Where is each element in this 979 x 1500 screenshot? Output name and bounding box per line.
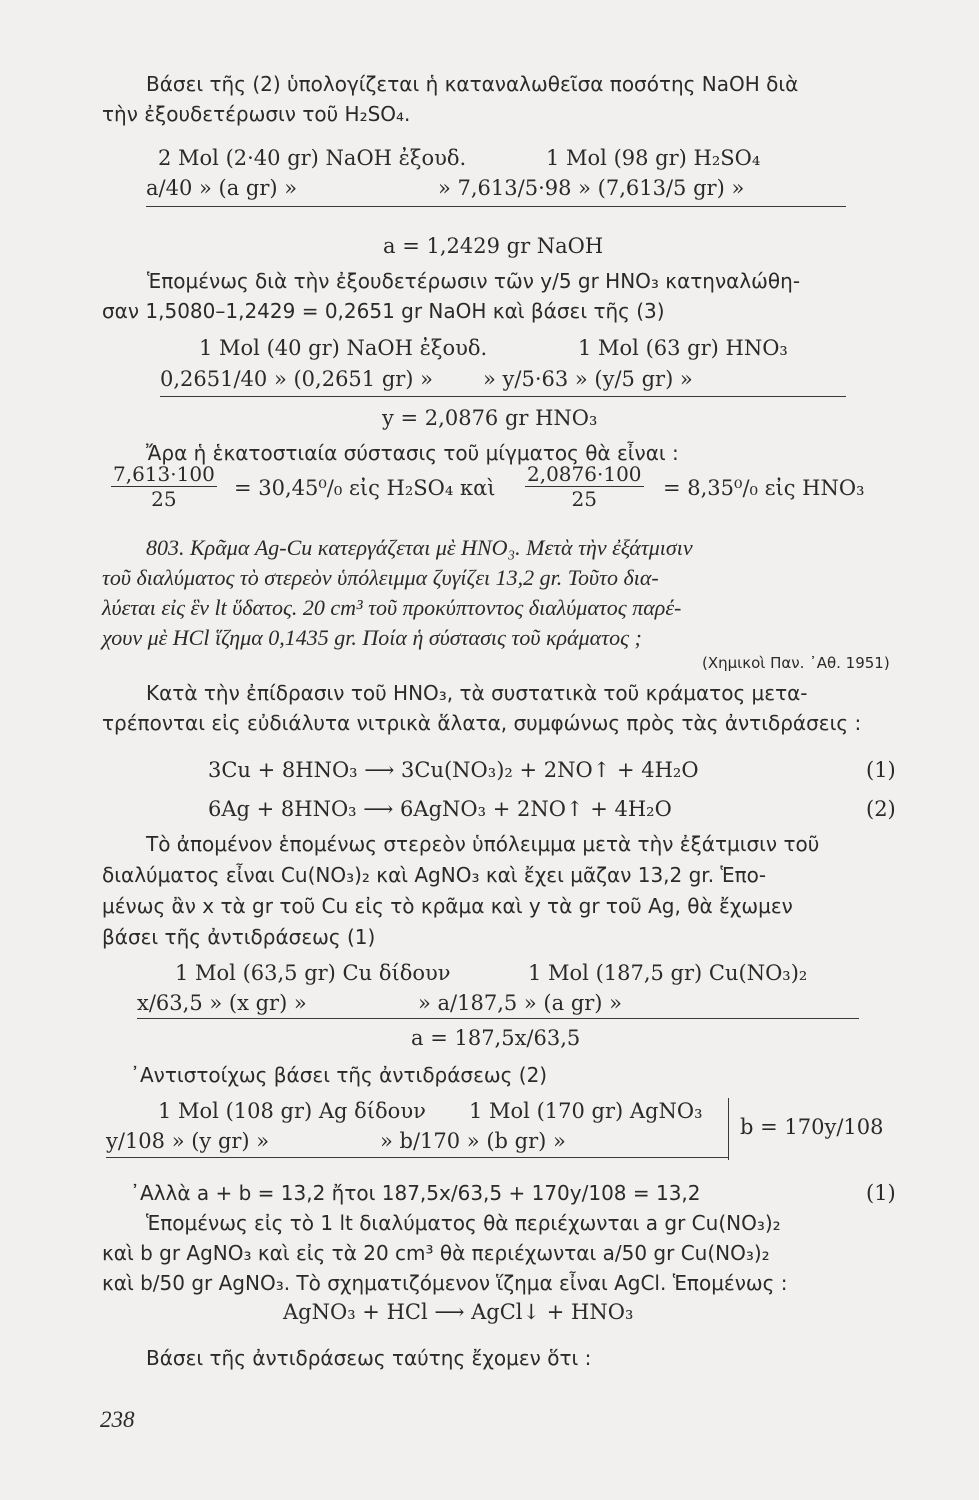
fraction-result: = 30,45⁰/₀ εἰς H₂SO₄ καὶ xyxy=(234,476,496,500)
stoich-line: 2 Mol (2·40 gr) NaOH ἐξουδ. xyxy=(158,146,467,170)
result-line: a = 1,2429 gr NaOH xyxy=(383,234,604,258)
divider-rule xyxy=(106,1157,728,1158)
stoich-line: 1 Mol (63 gr) HNO₃ xyxy=(578,336,788,360)
fraction-result: = 8,35⁰/₀ εἰς HNO₃ xyxy=(663,476,865,500)
result-line: b = 170y/108 xyxy=(740,1115,884,1139)
text-line: Βάσει τῆς (2) ὑπολογίζεται ἡ καταναλωθεῖσα ποσότης NaOH διὰ xyxy=(146,72,799,96)
stoich-line: 1 Mol (98 gr) H₂SO₄ xyxy=(546,146,761,170)
result-line: a = 187,5x/63,5 xyxy=(411,1026,581,1050)
text-line: σαν 1,5080–1,2429 = 0,2651 gr NaOH καὶ βάσει τῆς (3) xyxy=(102,299,665,323)
text-line: ᾿Αντιστοίχως βάσει τῆς ἀντιδράσεως (2) xyxy=(130,1063,548,1087)
text-line: βάσει τῆς ἀντιδράσεως (1) xyxy=(102,925,376,949)
fraction-denominator: 25 xyxy=(571,487,597,511)
page-number: 238 xyxy=(100,1407,135,1432)
stoich-line: » b/170 » (b gr) » xyxy=(380,1129,566,1153)
text-line: ᾿Αλλὰ a + b = 13,2 ἤτοι 187,5x/63,5 + 170y/108 = 13,2 xyxy=(130,1181,701,1205)
chemical-equation: 3Cu + 8HNO₃ ⟶ 3Cu(NO₃)₂ + 2NO↑ + 4H₂O xyxy=(208,758,699,782)
chemical-equation: AgNO₃ + HCl ⟶ AgCl↓ + HNO₃ xyxy=(283,1300,634,1324)
problem-803: τοῦ διαλύματος τὸ στερεὸν ὑπόλειμμα ζυγίζει 13,2 gr. Τοῦτο δια- xyxy=(102,565,659,590)
text-line: Κατὰ τὴν ἐπίδρασιν τοῦ HNO₃, τὰ συστατικὰ τοῦ κράματος μετα- xyxy=(146,681,808,705)
fraction xyxy=(111,462,217,511)
problem-803: λύεται εἰς ἓν lt ὕδατος. 20 cm³ τοῦ προκύπτοντος διαλύματος παρέ- xyxy=(102,595,682,620)
problem-803: 803. Κρᾶμα Ag-Cu κατεργάζεται μὲ HNO₃. Μετὰ τὴν ἐξάτμισιν xyxy=(146,535,693,560)
divider-rule xyxy=(137,1018,859,1019)
text-line: Τὸ ἀπομένον ἑπομένως στερεὸν ὑπόλειμμα μετὰ τὴν ἐξάτμισιν τοῦ xyxy=(146,832,820,856)
text-line: καὶ b/50 gr AgNO₃. Τὸ σχηματιζόμενον ἵζημα εἶναι AgCl. Ἑπομένως : xyxy=(102,1271,788,1295)
divider-rule xyxy=(146,206,846,207)
stoich-line: y/108 » (y gr) » xyxy=(106,1129,270,1153)
text-line: τρέπονται εἰς εὐδιάλυτα νιτρικὰ ἅλατα, συμφώνως πρὸς τὰς ἀντιδράσεις : xyxy=(102,711,862,735)
stoich-line: 1 Mol (108 gr) Ag δίδουν xyxy=(158,1099,426,1123)
text-line: Ἄρα ἡ ἑκατοστιαία σύστασις τοῦ μίγματος θὰ εἶναι : xyxy=(146,441,679,465)
result-line: y = 2,0876 gr HNO₃ xyxy=(382,406,598,430)
equation-number: (1) xyxy=(866,758,896,782)
citation: (Χημικοὶ Παν. ᾿Αθ. 1951) xyxy=(702,654,890,672)
stoich-line: 1 Mol (170 gr) AgNO₃ xyxy=(469,1099,703,1123)
stoich-line: » y/5·63 » (y/5 gr) » xyxy=(483,367,693,391)
fraction-denominator: 25 xyxy=(151,487,177,511)
stoich-line: » a/187,5 » (a gr) » xyxy=(418,991,623,1015)
stoich-line: » 7,613/5·98 » (7,613/5 gr) » xyxy=(438,176,745,200)
equation-number: (1) xyxy=(866,1181,896,1205)
stoich-line: a/40 » (a gr) » xyxy=(146,176,298,200)
text-line: μένως ἂν x τὰ gr τοῦ Cu εἰς τὸ κρᾶμα καὶ y τὰ gr τοῦ Ag, θὰ ἔχωμεν xyxy=(102,894,793,918)
text-line: διαλύματος εἶναι Cu(NO₃)₂ καὶ AgNO₃ καὶ ἔχει μᾶζαν 13,2 gr. Ἑπο- xyxy=(102,863,767,887)
chemical-equation: 6Ag + 8HNO₃ ⟶ 6AgNO₃ + 2NO↑ + 4H₂O xyxy=(208,797,672,821)
stoich-line: 1 Mol (40 gr) NaOH ἐξουδ. xyxy=(199,336,488,360)
divider-rule xyxy=(160,396,846,397)
problem-803: χουν μὲ HCl ἵζημα 0,1435 gr. Ποία ἡ σύστασις τοῦ κράματος ; xyxy=(102,625,642,650)
vertical-divider xyxy=(728,1098,729,1160)
equation-number: (2) xyxy=(866,797,896,821)
text-line: Ἑπομένως διὰ τὴν ἐξουδετέρωσιν τῶν y/5 gr HNO₃ κατηναλώθη- xyxy=(147,269,801,293)
text-line: τὴν ἐξουδετέρωσιν τοῦ H₂SO₄. xyxy=(102,102,411,126)
stoich-line: x/63,5 » (x gr) » xyxy=(137,991,307,1015)
text-line: καὶ b gr AgNO₃ καὶ εἰς τὰ 20 cm³ θὰ περιέχωνται a/50 gr Cu(NO₃)₂ xyxy=(102,1241,770,1265)
fraction-numerator: 7,613·100 xyxy=(113,462,215,486)
text-line: Βάσει τῆς ἀντιδράσεως ταύτης ἔχομεν ὅτι : xyxy=(146,1346,592,1370)
stoich-line: 0,2651/40 » (0,2651 gr) » xyxy=(160,367,434,391)
text-line: Ἑπομένως εἰς τὸ 1 lt διαλύματος θὰ περιέχωνται a gr Cu(NO₃)₂ xyxy=(146,1211,781,1235)
fraction xyxy=(525,462,644,511)
fraction-numerator: 2,0876·100 xyxy=(527,462,642,486)
stoich-line: 1 Mol (187,5 gr) Cu(NO₃)₂ xyxy=(528,961,808,985)
stoich-line: 1 Mol (63,5 gr) Cu δίδουν xyxy=(175,961,451,985)
